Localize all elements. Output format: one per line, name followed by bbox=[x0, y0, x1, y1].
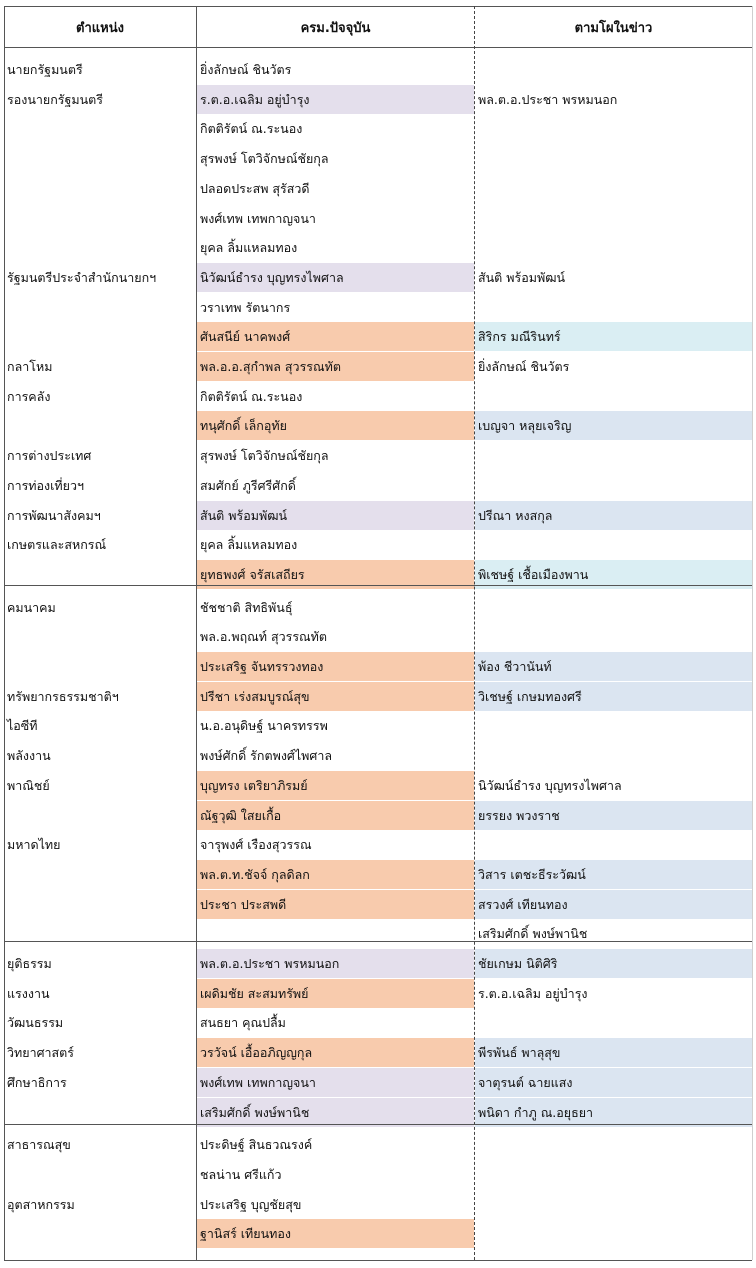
rumored-minister-cell[interactable]: พิเชษฐ์ เชื้อเมืองพาน bbox=[475, 560, 752, 589]
current-minister-cell[interactable]: ชัชชาติ สิทธิพันธุ์ bbox=[197, 593, 474, 622]
rumored-minister-cell[interactable] bbox=[475, 233, 752, 262]
current-minister-cell[interactable]: ฐานิสร์ เทียนทอง bbox=[197, 1219, 474, 1248]
rumored-minister-cell[interactable] bbox=[475, 1190, 752, 1219]
current-minister-cell[interactable]: จารุพงศ์ เรืองสุวรรณ bbox=[197, 830, 474, 859]
table-row bbox=[4, 114, 752, 143]
rumored-minister-cell[interactable] bbox=[475, 711, 752, 740]
position-cell[interactable] bbox=[4, 293, 196, 322]
header-bottom-border bbox=[4, 47, 752, 48]
current-minister-cell[interactable]: กิตติรัตน์ ณ.ระนอง bbox=[197, 382, 474, 411]
position-cell[interactable] bbox=[4, 890, 196, 919]
section-divider bbox=[4, 585, 752, 586]
current-minister-cell[interactable]: ประชา ประสพดี bbox=[197, 890, 474, 919]
left-border bbox=[4, 6, 5, 1260]
current-minister-cell[interactable]: วรวัจน์ เอื้ออภิญญกุล bbox=[197, 1038, 474, 1067]
table-row bbox=[4, 411, 752, 440]
rumored-minister-cell[interactable]: ปรีณา หงสกุล bbox=[475, 501, 752, 530]
table-row bbox=[4, 85, 752, 114]
current-minister-cell[interactable]: สันติ พร้อมพัฒน์ bbox=[197, 501, 474, 530]
position-cell[interactable]: การท่องเที่ยวฯ bbox=[7, 478, 85, 493]
position-cell[interactable]: นายกรัฐมนตรี bbox=[7, 62, 83, 77]
rumored-minister-cell[interactable] bbox=[475, 593, 752, 622]
current-minister-cell[interactable]: กิตติรัตน์ ณ.ระนอง bbox=[197, 114, 474, 143]
current-minister-cell[interactable]: พงษ์ศักดิ์ รักตพงศ์ไพศาล bbox=[197, 741, 474, 770]
current-minister-cell[interactable]: เผดิมชัย สะสมทรัพย์ bbox=[197, 979, 474, 1008]
position-cell[interactable] bbox=[4, 144, 196, 173]
position-cell[interactable]: ยุติธรรม bbox=[7, 956, 52, 971]
position-cell[interactable]: ไอซีที bbox=[7, 718, 38, 733]
table-row bbox=[4, 1098, 752, 1127]
rumored-minister-cell[interactable] bbox=[475, 55, 752, 84]
current-minister-cell[interactable]: พล.อ.พฤณท์ สุวรรณทัต bbox=[197, 622, 474, 651]
table-row bbox=[4, 741, 752, 770]
position-cell[interactable]: อุตสาหกรรม bbox=[7, 1197, 75, 1212]
table-row bbox=[4, 1008, 752, 1037]
rumored-minister-cell[interactable]: นิวัฒน์ธำรง บุญทรงไพศาล bbox=[475, 771, 752, 800]
current-minister-cell[interactable]: วราเทพ รัตนากร bbox=[197, 293, 474, 322]
position-cell[interactable] bbox=[4, 114, 196, 143]
position-cell[interactable]: การต่างประเทศ bbox=[7, 448, 92, 463]
header-position: ตำแหน่ง bbox=[76, 20, 124, 36]
position-cell[interactable]: มหาดไทย bbox=[7, 837, 61, 852]
rumored-minister-cell[interactable] bbox=[475, 830, 752, 859]
current-minister-cell[interactable]: บุญทรง เตริยาภิรมย์ bbox=[197, 771, 474, 800]
rumored-minister-cell[interactable]: ร.ต.อ.เฉลิม อยู่บำรุง bbox=[475, 979, 752, 1008]
position-cell[interactable] bbox=[4, 322, 196, 351]
position-cell[interactable]: ศึกษาธิการ bbox=[7, 1075, 67, 1090]
position-cell[interactable]: การพัฒนาสังคมฯ bbox=[7, 508, 101, 523]
current-minister-cell[interactable]: ชลน่าน ศรีแก้ว bbox=[197, 1160, 474, 1189]
current-minister-cell[interactable]: นิวัฒน์ธำรง บุญทรงไพศาล bbox=[197, 263, 474, 292]
current-minister-cell[interactable]: สมศักย์ ภูรีศรีศักดิ์ bbox=[197, 471, 474, 500]
rumored-minister-cell[interactable] bbox=[475, 1160, 752, 1189]
table-row bbox=[4, 471, 752, 500]
right-border bbox=[752, 6, 753, 1260]
table-row bbox=[4, 382, 752, 411]
current-minister-cell[interactable]: พล.ต.ท.ชัจจ์ กุลดิลก bbox=[197, 860, 474, 889]
rumored-minister-cell[interactable] bbox=[475, 1219, 752, 1248]
rumored-minister-cell[interactable] bbox=[475, 144, 752, 173]
table-row bbox=[4, 1219, 752, 1248]
table-row bbox=[4, 860, 752, 889]
rumored-minister-cell[interactable] bbox=[475, 204, 752, 233]
table-row bbox=[4, 263, 752, 292]
position-cell[interactable]: สาธารณสุข bbox=[7, 1137, 71, 1152]
current-minister-cell[interactable]: ร.ต.อ.เฉลิม อยู่บำรุง bbox=[197, 85, 474, 114]
top-border bbox=[4, 6, 752, 7]
table-row bbox=[4, 174, 752, 203]
rumored-minister-cell[interactable]: พล.ต.อ.ประชา พรหมนอก bbox=[475, 85, 752, 114]
position-cell[interactable] bbox=[4, 174, 196, 203]
position-cell[interactable] bbox=[4, 233, 196, 262]
table-row bbox=[4, 352, 752, 381]
position-cell[interactable] bbox=[4, 1219, 196, 1248]
table-row bbox=[4, 1130, 752, 1159]
table-row bbox=[4, 652, 752, 681]
rumored-minister-cell[interactable] bbox=[475, 622, 752, 651]
rumored-minister-cell[interactable]: เบญจา หลุยเจริญ bbox=[475, 411, 752, 440]
rumored-minister-cell[interactable] bbox=[475, 741, 752, 770]
position-cell[interactable] bbox=[4, 1098, 196, 1127]
table-row bbox=[4, 711, 752, 740]
table-row bbox=[4, 801, 752, 830]
current-minister-cell[interactable]: ยุทธพงศ์ จรัสเสถียร bbox=[197, 560, 474, 589]
rumored-minister-cell[interactable] bbox=[475, 530, 752, 559]
column-divider-dashed bbox=[474, 6, 475, 1260]
current-minister-cell[interactable]: สนธยา คุณปลื้ม bbox=[197, 1008, 474, 1037]
rumored-minister-cell[interactable]: พ้อง ชีวานันท์ bbox=[475, 652, 752, 681]
current-minister-cell[interactable]: ประเสริฐ จันทรรวงทอง bbox=[197, 652, 474, 681]
position-cell[interactable] bbox=[4, 860, 196, 889]
position-cell[interactable] bbox=[4, 1160, 196, 1189]
current-minister-cell[interactable]: พล.อ.อ.สุกำพล สุวรรณทัต bbox=[197, 352, 474, 381]
table-row bbox=[4, 441, 752, 470]
rumored-minister-cell[interactable]: ชัยเกษม นิติศิริ bbox=[475, 949, 752, 978]
position-cell[interactable]: กลาโหม bbox=[7, 359, 53, 374]
position-cell[interactable]: เกษตรและสหกรณ์ bbox=[7, 537, 107, 552]
column-divider bbox=[196, 6, 197, 1260]
table-row bbox=[4, 233, 752, 262]
table-row bbox=[4, 771, 752, 800]
position-cell[interactable] bbox=[4, 801, 196, 830]
current-minister-cell[interactable]: ปรีชา เร่งสมบูรณ์สุข bbox=[197, 682, 474, 711]
current-minister-cell[interactable]: ประเสริฐ บุญชัยสุข bbox=[197, 1190, 474, 1219]
current-minister-cell[interactable]: ยุคล ลิ้มแหลมทอง bbox=[197, 530, 474, 559]
position-cell[interactable]: คมนาคม bbox=[7, 600, 56, 615]
current-minister-cell[interactable]: ประดิษฐ์ สินธวณรงค์ bbox=[197, 1130, 474, 1159]
table-row bbox=[4, 830, 752, 859]
table-row bbox=[4, 1068, 752, 1097]
position-cell[interactable]: รองนายกรัฐมนตรี bbox=[7, 92, 104, 107]
table-row bbox=[4, 622, 752, 651]
rumored-minister-cell[interactable] bbox=[475, 1008, 752, 1037]
position-cell[interactable]: รัฐมนตรีประจำสำนักนายกฯ bbox=[7, 270, 157, 285]
rumored-minister-cell[interactable] bbox=[475, 441, 752, 470]
current-minister-cell[interactable]: ทนุศักดิ์ เล็กอุทัย bbox=[197, 411, 474, 440]
rumored-minister-cell[interactable]: พนิดา กำภู ณ.อยุธยา bbox=[475, 1098, 752, 1127]
position-cell[interactable] bbox=[4, 411, 196, 440]
table-row bbox=[4, 501, 752, 530]
rumored-minister-cell[interactable]: พีรพันธ์ พาลุสุข bbox=[475, 1038, 752, 1067]
table-row bbox=[4, 890, 752, 919]
rumored-minister-cell[interactable]: ยรรยง พวงราช bbox=[475, 801, 752, 830]
table-row bbox=[4, 593, 752, 622]
position-cell[interactable] bbox=[4, 204, 196, 233]
table-row bbox=[4, 55, 752, 84]
current-minister-cell[interactable]: ปลอดประสพ สุรัสวดี bbox=[197, 174, 474, 203]
section-divider bbox=[4, 941, 752, 942]
position-cell[interactable]: แรงงาน bbox=[7, 986, 50, 1001]
rumored-minister-cell[interactable] bbox=[475, 114, 752, 143]
position-cell[interactable]: พาณิชย์ bbox=[7, 778, 50, 793]
current-minister-cell[interactable]: ยิ่งลักษณ์ ชินวัตร bbox=[197, 55, 474, 84]
current-minister-cell[interactable]: สุรพงษ์ โตวิจักษณ์ชัยกุล bbox=[197, 144, 474, 173]
position-cell[interactable]: วิทยาศาสตร์ bbox=[7, 1045, 75, 1060]
table-row bbox=[4, 1190, 752, 1219]
current-minister-cell[interactable]: พงศ์เทพ เทพกาญจนา bbox=[197, 1068, 474, 1097]
rumored-minister-cell[interactable]: สิริกร มณีรินทร์ bbox=[475, 322, 752, 351]
bottom-border bbox=[4, 1260, 752, 1261]
rumored-minister-cell[interactable]: ยิ่งลักษณ์ ชินวัตร bbox=[475, 352, 752, 381]
table-row bbox=[4, 204, 752, 233]
current-minister-cell[interactable]: พงศ์เทพ เทพกาญจนา bbox=[197, 204, 474, 233]
rumored-minister-cell[interactable] bbox=[475, 471, 752, 500]
position-cell[interactable] bbox=[4, 919, 196, 948]
table-row bbox=[4, 530, 752, 559]
table-row bbox=[4, 144, 752, 173]
header-current-cabinet: ครม.ปัจจุบัน bbox=[300, 20, 371, 36]
rumored-minister-cell[interactable] bbox=[475, 382, 752, 411]
rumored-minister-cell[interactable]: สันติ พร้อมพัฒน์ bbox=[475, 263, 752, 292]
rumored-minister-cell[interactable]: วิสาร เตชะธีระวัฒน์ bbox=[475, 860, 752, 889]
table-row bbox=[4, 682, 752, 711]
current-minister-cell[interactable]: ศันสนีย์ นาคพงศ์ bbox=[197, 322, 474, 351]
current-minister-cell[interactable]: สุรพงษ์ โตวิจักษณ์ชัยกุล bbox=[197, 441, 474, 470]
position-cell[interactable]: การคลัง bbox=[7, 389, 51, 404]
table-row bbox=[4, 1038, 752, 1067]
current-minister-cell[interactable] bbox=[197, 919, 474, 948]
rumored-minister-cell[interactable]: เสริมศักดิ์ พงษ์พานิช bbox=[475, 919, 752, 948]
table-row bbox=[4, 322, 752, 351]
position-cell[interactable]: ทรัพยากรธรรมชาติฯ bbox=[7, 689, 119, 704]
current-minister-cell[interactable]: เสริมศักดิ์ พงษ์พานิช bbox=[197, 1098, 474, 1127]
section-divider bbox=[4, 1124, 752, 1125]
position-cell[interactable] bbox=[4, 652, 196, 681]
rumored-minister-cell[interactable]: จาตุรนต์ ฉายแสง bbox=[475, 1068, 752, 1097]
current-minister-cell[interactable]: ยุคล ลิ้มแหลมทอง bbox=[197, 233, 474, 262]
position-cell[interactable]: พลังงาน bbox=[7, 748, 51, 763]
table-row bbox=[4, 1160, 752, 1189]
table-row bbox=[4, 919, 752, 948]
current-minister-cell[interactable]: พล.ต.อ.ประชา พรหมนอก bbox=[197, 949, 474, 978]
position-cell[interactable] bbox=[4, 622, 196, 651]
table-row bbox=[4, 979, 752, 1008]
rumored-minister-cell[interactable] bbox=[475, 293, 752, 322]
table-row bbox=[4, 949, 752, 978]
current-minister-cell[interactable]: ณัฐวุฒิ ใสยเกื้อ bbox=[197, 801, 474, 830]
table-row bbox=[4, 293, 752, 322]
current-minister-cell[interactable]: น.อ.อนุดิษฐ์ นาครทรรพ bbox=[197, 711, 474, 740]
rumored-minister-cell[interactable]: สรวงศ์ เทียนทอง bbox=[475, 890, 752, 919]
rumored-minister-cell[interactable] bbox=[475, 174, 752, 203]
position-cell[interactable]: วัฒนธรรม bbox=[7, 1015, 64, 1030]
header-rumored-cabinet: ตามโผในข่าว bbox=[574, 20, 653, 36]
rumored-minister-cell[interactable]: วิเชษฐ์ เกษมทองศรี bbox=[475, 682, 752, 711]
rumored-minister-cell[interactable] bbox=[475, 1130, 752, 1159]
